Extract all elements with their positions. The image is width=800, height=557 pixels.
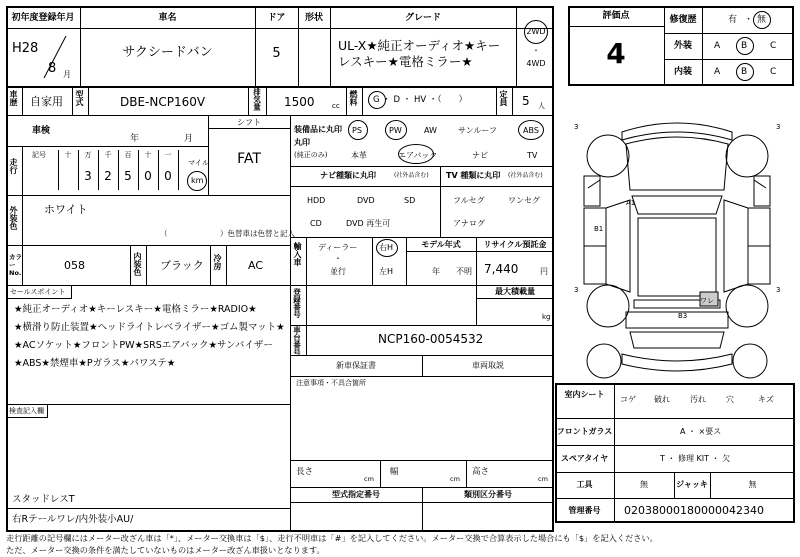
mileage-digit-1: 3	[84, 169, 92, 183]
import-left: 左H	[379, 267, 394, 276]
fuel-label: 燃料	[349, 90, 358, 106]
first-reg-month-unit: 月	[63, 70, 71, 79]
ext-grade-a: A	[714, 41, 721, 51]
mileage-unit-5: 一	[164, 151, 172, 159]
height-label: 高さ	[472, 467, 490, 477]
drive-4wd: 4WD	[526, 59, 546, 68]
equipment-sub-label: (純正のみ)	[294, 151, 328, 159]
drive-separator: ・	[532, 46, 540, 55]
diagram-tire-rl-label: 3	[574, 286, 579, 294]
shift-value: FAT	[237, 151, 261, 167]
use-label: 車歴	[9, 90, 18, 106]
repaint-note: （ ）色替車は色替と記入	[160, 229, 295, 238]
ext-grade-c: C	[770, 41, 777, 51]
nav-title: ナビ種類に丸印	[320, 171, 376, 180]
color-value: ホワイト	[44, 203, 88, 216]
diagram-b3-label: B3	[678, 312, 688, 320]
nav-cd: CD	[310, 219, 322, 228]
ac-label: 冷房	[213, 254, 222, 270]
tv-fullseg: フルセグ	[453, 196, 485, 205]
int-grade-a: A	[714, 67, 721, 77]
cc-unit: cc	[332, 102, 340, 110]
recycle-value: 7,440	[484, 262, 519, 276]
model-value: DBE-NCP160V	[120, 95, 206, 109]
tv-title: TV 種類に丸印	[446, 171, 501, 180]
grade-line-1: UL-X★純正オーディオ★キー	[338, 38, 501, 53]
displacement-label: 排気量	[252, 88, 262, 111]
car-diagram	[560, 96, 794, 380]
right-table-frame	[555, 383, 795, 523]
shape-label: 形状	[304, 13, 323, 23]
interior-seat-label: 室内シート	[564, 390, 605, 399]
height-cm: cm	[538, 475, 548, 483]
sales-line-4: ★ABS★禁煙車★Pガラス★パワステ★	[14, 358, 176, 369]
sales-line-3: ★ACソケット★フロントPW★SRSエアバック★サンバイザー	[14, 340, 273, 351]
rating-label: 評価点	[602, 11, 630, 21]
inspection-month: 月	[184, 134, 194, 144]
width-cm: cm	[450, 475, 460, 483]
door-label: ドア	[267, 13, 286, 23]
type-designation-label: 型式指定番号	[332, 490, 380, 499]
interior-label: 内装	[673, 67, 692, 77]
recycle-yen: 円	[540, 267, 548, 276]
shift-label: シフト	[237, 118, 261, 127]
tools-label: 工具	[576, 480, 593, 489]
seat-item-tear: 破れ	[654, 395, 670, 404]
length-cm: cm	[364, 475, 374, 483]
nav-dvd: DVD	[357, 196, 375, 205]
model-year-unit: 年	[432, 267, 440, 276]
int-grade-c: C	[770, 67, 777, 77]
equip-leather: 本革	[351, 151, 367, 160]
sales-point-label: セールスポイント	[10, 288, 66, 296]
mileage-digit-4: 0	[144, 169, 152, 183]
capacity-label: 定員	[499, 90, 508, 106]
ac-value: AC	[248, 259, 264, 272]
recycle-label: リサイクル預託金	[483, 240, 547, 249]
sales-line-2: ★横滑り防止装置★ヘッドライトレベライザー★ゴム製マット★	[14, 322, 285, 333]
max-load-label: 最大積載量	[495, 287, 535, 296]
reg-no-label: 登録番号	[292, 288, 302, 318]
model-label: 型式	[75, 90, 84, 106]
mileage-label: 走行	[9, 158, 18, 174]
grade-line-2: レスキー★電格ミラー★	[338, 54, 473, 69]
interior-color-label: 内装色	[133, 252, 142, 276]
color-label: 外装色	[9, 206, 18, 230]
diagram-b1-label: B1	[594, 225, 604, 233]
capacity-unit: 人	[538, 102, 545, 110]
nav-hdd: HDD	[307, 196, 326, 205]
windshield-value: A ・ ×要ス	[680, 427, 722, 436]
first-reg-year: H28	[12, 41, 39, 56]
inspection-label: 車検	[32, 126, 51, 136]
tools-value: 無	[640, 480, 648, 489]
ext-grade-b: B	[741, 41, 748, 51]
import-dealer: ディーラー	[318, 243, 358, 252]
diagram-crack-label: ワレ	[700, 297, 714, 305]
repair-no: 無	[757, 15, 767, 25]
seat-item-burn: コゲ	[620, 395, 636, 404]
mileage-mile-label: マイル	[188, 159, 209, 167]
length-label: 長さ	[296, 467, 314, 477]
car-name-value: サクシードバン	[122, 45, 213, 60]
equipment-label: 装備品に丸印	[294, 125, 342, 134]
inspector-line-2: 右Rテールワレ/内外装小AU/	[12, 514, 134, 525]
displacement-value: 1500	[284, 95, 315, 109]
equip-abs: ABS	[523, 126, 539, 135]
chassis-value: NCP160-0054532	[378, 332, 484, 346]
interior-color-value: ブラック	[160, 259, 204, 272]
warranty-label: 新車保証書	[336, 361, 376, 370]
model-year-unknown: 不明	[456, 267, 472, 276]
jack-label: ジャッキ	[676, 480, 708, 489]
seat-item-hole: 穴	[726, 395, 734, 404]
equip-aw: AW	[424, 126, 437, 135]
door-value: 5	[272, 46, 281, 61]
equip-sunroof: サンルーフ	[458, 126, 497, 135]
diagram-a1-label: A1	[626, 199, 636, 207]
manual-label: 車両取説	[472, 361, 504, 370]
first-reg-label: 初年度登録年月	[11, 13, 75, 23]
mileage-unit-3: 百	[124, 151, 132, 159]
mileage-digit-5: 0	[164, 169, 172, 183]
equip-ps: PS	[352, 126, 362, 135]
mileage-digit-2: 2	[104, 169, 112, 183]
mileage-unit-0: 十	[64, 151, 72, 159]
notes-label: 注意事項・不具合箇所	[296, 379, 366, 387]
repair-sep: ・	[744, 15, 754, 25]
mileage-unit-4: 十	[144, 151, 152, 159]
car-name-label: 車名	[158, 13, 177, 23]
color-no-label: カラーNo.	[9, 253, 22, 277]
mileage-unit-1: 万	[84, 151, 92, 159]
footer-note-1: 走行距離の記号欄にはメーター改ざん車は「*」、メーター交換車は「$」、走行不明車は「#」を記入してください。メーター交換で合算表示した場合にも「$」を記入ください。	[6, 533, 658, 543]
int-grade-b: B	[741, 67, 748, 77]
drive-2wd: 2WD	[526, 27, 546, 36]
capacity-value: 5	[522, 94, 530, 108]
inspection-year: 年	[130, 134, 140, 144]
mileage-km-label: km	[191, 176, 204, 185]
max-load-kg: kg	[542, 313, 551, 321]
seat-item-dirt: 汚れ	[690, 395, 706, 404]
mileage-record-label: 記号	[32, 151, 46, 159]
fuel-options: G ・ D ・ HV ・（ ）	[373, 95, 468, 105]
import-sep: ・	[334, 254, 342, 263]
spare-tire-label: スペアタイヤ	[560, 454, 609, 463]
import-label: 輸入車	[293, 242, 302, 266]
mgmt-no-value: 02038000180000042340	[624, 504, 764, 517]
tv-analog: アナログ	[453, 219, 485, 228]
diagram-tire-fr-label: 3	[776, 123, 781, 131]
inspector-line-1: スタッドレスT	[12, 494, 75, 505]
first-reg-month: 8	[48, 61, 57, 76]
spare-tire-value: T ・ 修理 KIT ・ 欠	[660, 454, 731, 463]
category-no-label: 類別区分番号	[464, 490, 512, 499]
equipment-label-suffix: 丸印	[294, 138, 310, 147]
equip-tv: TV	[527, 151, 538, 160]
use-value: 自家用	[30, 95, 63, 108]
exterior-label: 外装	[673, 41, 692, 51]
diagram-tire-fl-label: 3	[574, 123, 579, 131]
mileage-digit-3: 5	[124, 169, 132, 183]
windshield-label: フロントガラス	[556, 427, 613, 436]
equip-airbag: エアバック	[398, 151, 438, 160]
import-right: 右H	[379, 243, 394, 252]
nav-dvd-play: DVD 再生可	[346, 219, 391, 228]
model-year-label: モデル年式	[421, 240, 461, 249]
import-parallel: 並行	[330, 267, 346, 276]
repair-history-label: 修復歴	[669, 15, 697, 25]
footer-note-2: ただ、メーター交換の条件を満たしていないものはメーター改ざん車扱いとなります。	[6, 545, 325, 555]
nav-sd: SD	[404, 196, 416, 205]
repair-yes: 有	[728, 15, 738, 25]
tv-oneseg: ワンセグ	[508, 196, 540, 205]
color-no-value: 058	[64, 259, 85, 272]
chassis-label: 車台番号	[292, 326, 302, 356]
grade-label: グレード	[404, 13, 441, 23]
rating-score: 4	[606, 37, 626, 70]
nav-sub: (社外品含む)	[394, 172, 429, 179]
seat-item-scratch: キズ	[758, 395, 774, 404]
equip-pw: PW	[389, 126, 402, 135]
inspector-label: 検査記入欄	[9, 407, 44, 415]
mgmt-no-label: 管理番号	[568, 506, 601, 515]
tv-sub: (社外品含む)	[508, 172, 543, 179]
jack-value: 無	[748, 480, 757, 489]
diagram-tire-rr-label: 3	[776, 286, 781, 294]
width-label: 幅	[390, 467, 399, 477]
equip-navi: ナビ	[472, 151, 488, 160]
sales-line-1: ★純正オーディオ★キーレスキー★電格ミラー★RADIO★	[14, 304, 257, 315]
mileage-unit-2: 千	[104, 151, 112, 159]
